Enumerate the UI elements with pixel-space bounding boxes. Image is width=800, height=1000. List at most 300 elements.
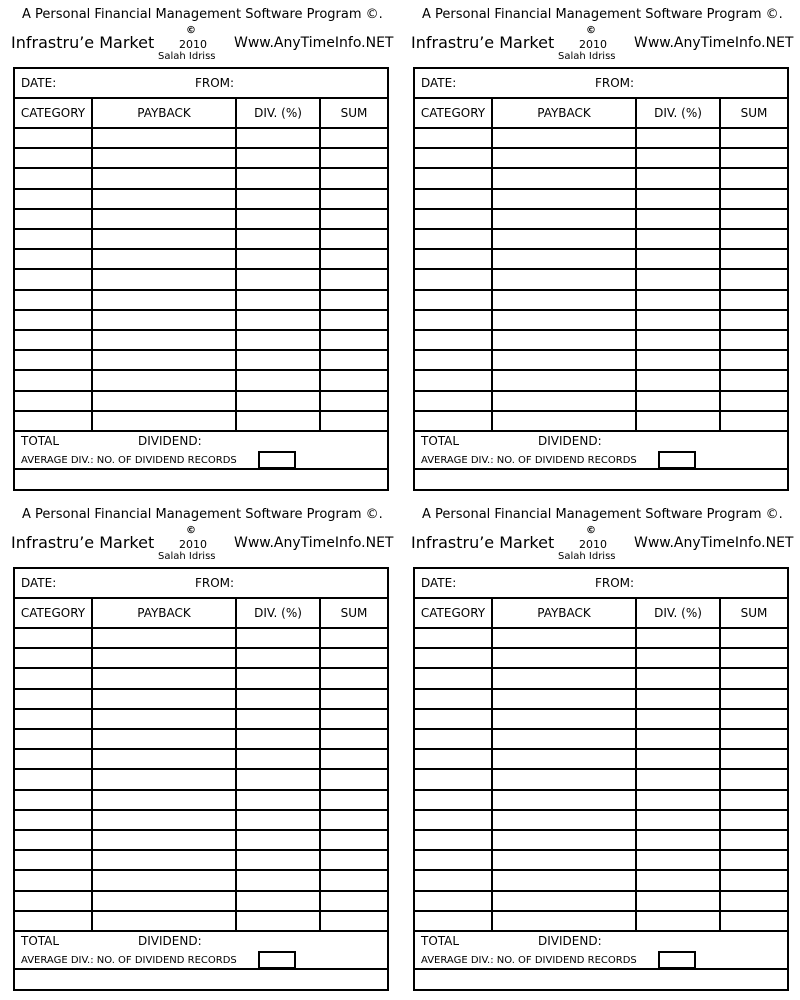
date-field[interactable] bbox=[460, 571, 590, 595]
entry-cell[interactable] bbox=[495, 770, 633, 787]
entry-cell[interactable] bbox=[417, 851, 489, 868]
entry-cell[interactable] bbox=[723, 331, 785, 348]
entry-cell[interactable] bbox=[95, 690, 233, 707]
div-percent-header: DIV. (%) bbox=[654, 106, 702, 120]
entry-cell[interactable] bbox=[323, 149, 385, 166]
entry-cell[interactable] bbox=[417, 190, 489, 207]
entry-cell[interactable] bbox=[495, 892, 633, 909]
entry-cell[interactable] bbox=[323, 629, 385, 646]
entry-cell[interactable] bbox=[323, 770, 385, 787]
entry-cell[interactable] bbox=[239, 230, 317, 247]
entry-cell[interactable] bbox=[323, 871, 385, 888]
dividend-records-count-box[interactable] bbox=[258, 951, 296, 969]
entry-cell[interactable] bbox=[239, 169, 317, 186]
entry-cell[interactable] bbox=[495, 250, 633, 267]
dividend-label: DIVIDEND: bbox=[538, 934, 602, 948]
author-name: Salah Idriss bbox=[158, 51, 216, 62]
entry-cell[interactable] bbox=[17, 331, 89, 348]
entry-cell[interactable] bbox=[723, 730, 785, 747]
website-link[interactable]: Www.AnyTimeInfo.NET bbox=[234, 535, 394, 551]
entry-cell[interactable] bbox=[417, 730, 489, 747]
entry-cell[interactable] bbox=[323, 270, 385, 287]
entry-cell[interactable] bbox=[723, 129, 785, 146]
form-sheet bbox=[400, 0, 800, 500]
entry-cell[interactable] bbox=[239, 770, 317, 787]
entry-cell[interactable] bbox=[239, 311, 317, 328]
entry-cell[interactable] bbox=[417, 371, 489, 388]
entry-cell[interactable] bbox=[417, 892, 489, 909]
entry-cell[interactable] bbox=[323, 791, 385, 808]
entry-cell[interactable] bbox=[95, 392, 233, 409]
column-divider bbox=[719, 97, 721, 430]
entry-cell[interactable] bbox=[17, 190, 89, 207]
entry-cell[interactable] bbox=[495, 331, 633, 348]
entry-cell[interactable] bbox=[95, 669, 233, 686]
entry-cell[interactable] bbox=[639, 710, 717, 727]
entry-cell[interactable] bbox=[323, 250, 385, 267]
column-divider bbox=[719, 597, 721, 930]
entry-cell[interactable] bbox=[495, 351, 633, 368]
entry-cell[interactable] bbox=[639, 649, 717, 666]
copyright-mark: © bbox=[186, 25, 196, 36]
entry-cell[interactable] bbox=[639, 412, 717, 429]
entry-cell[interactable] bbox=[95, 730, 233, 747]
column-divider bbox=[635, 597, 637, 930]
entry-cell[interactable] bbox=[723, 270, 785, 287]
dividend-records-count-box[interactable] bbox=[258, 451, 296, 469]
entry-cell[interactable] bbox=[95, 871, 233, 888]
div-percent-header: DIV. (%) bbox=[654, 606, 702, 620]
entry-cell[interactable] bbox=[17, 669, 89, 686]
entry-cell[interactable] bbox=[639, 291, 717, 308]
entry-cell[interactable] bbox=[495, 230, 633, 247]
entry-cell[interactable] bbox=[239, 392, 317, 409]
dividend-form-table bbox=[413, 67, 789, 491]
bottom-notes-field[interactable] bbox=[17, 972, 385, 987]
entry-cell[interactable] bbox=[95, 210, 233, 227]
entry-cell[interactable] bbox=[95, 831, 233, 848]
entry-cell[interactable] bbox=[495, 791, 633, 808]
entry-cell[interactable] bbox=[417, 291, 489, 308]
entry-cell[interactable] bbox=[239, 412, 317, 429]
year-text: 2010 bbox=[179, 538, 207, 551]
entry-cell[interactable] bbox=[323, 912, 385, 929]
entry-cell[interactable] bbox=[323, 311, 385, 328]
entry-cell[interactable] bbox=[723, 710, 785, 727]
entry-cell[interactable] bbox=[323, 351, 385, 368]
entry-cell[interactable] bbox=[723, 871, 785, 888]
dividend-label: DIVIDEND: bbox=[538, 434, 602, 448]
entry-cell[interactable] bbox=[239, 149, 317, 166]
entry-cell[interactable] bbox=[95, 649, 233, 666]
entry-cell[interactable] bbox=[95, 851, 233, 868]
entry-cell[interactable] bbox=[417, 149, 489, 166]
entry-cell[interactable] bbox=[417, 750, 489, 767]
entry-cell[interactable] bbox=[95, 250, 233, 267]
entry-cell[interactable] bbox=[17, 831, 89, 848]
entry-cell[interactable] bbox=[17, 270, 89, 287]
entry-cell[interactable] bbox=[95, 710, 233, 727]
entry-cell[interactable] bbox=[239, 669, 317, 686]
entry-cell[interactable] bbox=[417, 270, 489, 287]
entry-cell[interactable] bbox=[639, 129, 717, 146]
entry-cell[interactable] bbox=[323, 210, 385, 227]
entry-cell[interactable] bbox=[239, 710, 317, 727]
entry-cell[interactable] bbox=[17, 250, 89, 267]
entry-cell[interactable] bbox=[639, 270, 717, 287]
form-sheet bbox=[400, 500, 800, 1000]
entry-cell[interactable] bbox=[239, 831, 317, 848]
entry-cell[interactable] bbox=[323, 129, 385, 146]
entry-cell[interactable] bbox=[639, 912, 717, 929]
dividend-records-count-box[interactable] bbox=[658, 951, 696, 969]
entry-cell[interactable] bbox=[495, 412, 633, 429]
entry-cell[interactable] bbox=[495, 629, 633, 646]
entry-cell[interactable] bbox=[95, 230, 233, 247]
entry-cell[interactable] bbox=[323, 169, 385, 186]
entry-cell[interactable] bbox=[239, 730, 317, 747]
entry-cell[interactable] bbox=[495, 871, 633, 888]
entry-cell[interactable] bbox=[417, 629, 489, 646]
entry-cell[interactable] bbox=[417, 351, 489, 368]
entry-cell[interactable] bbox=[17, 871, 89, 888]
entry-cell[interactable] bbox=[639, 690, 717, 707]
entry-cell[interactable] bbox=[239, 270, 317, 287]
entry-cell[interactable] bbox=[17, 129, 89, 146]
from-label: FROM: bbox=[595, 576, 635, 590]
market-name: Infrastru’e Market bbox=[11, 33, 155, 52]
entry-cell[interactable] bbox=[17, 149, 89, 166]
website-link[interactable]: Www.AnyTimeInfo.NET bbox=[634, 35, 794, 51]
entry-cell[interactable] bbox=[417, 649, 489, 666]
entry-cell[interactable] bbox=[639, 629, 717, 646]
date-label: DATE: bbox=[421, 576, 457, 590]
entry-cell[interactable] bbox=[639, 230, 717, 247]
entry-cell[interactable] bbox=[417, 710, 489, 727]
entry-cell[interactable] bbox=[239, 371, 317, 388]
entry-cell[interactable] bbox=[323, 831, 385, 848]
entry-cell[interactable] bbox=[723, 371, 785, 388]
entry-cell[interactable] bbox=[239, 291, 317, 308]
entry-cell[interactable] bbox=[417, 210, 489, 227]
copyright-mark: © bbox=[186, 525, 196, 536]
total-label: TOTAL bbox=[421, 934, 460, 948]
entry-cell[interactable] bbox=[639, 770, 717, 787]
entry-cell[interactable] bbox=[239, 690, 317, 707]
column-divider bbox=[491, 97, 493, 430]
entry-cell[interactable] bbox=[495, 710, 633, 727]
entry-cell[interactable] bbox=[239, 750, 317, 767]
dividend-form-table bbox=[13, 567, 389, 991]
entry-cell[interactable] bbox=[17, 851, 89, 868]
entry-cell[interactable] bbox=[323, 811, 385, 828]
date-field[interactable] bbox=[460, 71, 590, 95]
total-label: TOTAL bbox=[21, 934, 60, 948]
entry-cell[interactable] bbox=[639, 190, 717, 207]
entry-cell[interactable] bbox=[239, 811, 317, 828]
entry-cell[interactable] bbox=[639, 669, 717, 686]
entry-cell[interactable] bbox=[723, 250, 785, 267]
entry-cell[interactable] bbox=[17, 912, 89, 929]
year-text: 2010 bbox=[579, 38, 607, 51]
entry-cell[interactable] bbox=[417, 331, 489, 348]
entry-cell[interactable] bbox=[95, 912, 233, 929]
row-divider bbox=[415, 968, 787, 970]
entry-cell[interactable] bbox=[239, 629, 317, 646]
entry-cell[interactable] bbox=[95, 311, 233, 328]
entry-cell[interactable] bbox=[495, 190, 633, 207]
entry-cell[interactable] bbox=[417, 392, 489, 409]
entry-cell[interactable] bbox=[723, 892, 785, 909]
entry-cell[interactable] bbox=[95, 129, 233, 146]
entry-cell[interactable] bbox=[95, 270, 233, 287]
entry-cell[interactable] bbox=[95, 190, 233, 207]
entry-cell[interactable] bbox=[495, 811, 633, 828]
entry-cell[interactable] bbox=[723, 210, 785, 227]
entry-cell[interactable] bbox=[495, 831, 633, 848]
entry-cell[interactable] bbox=[17, 750, 89, 767]
bottom-notes-field[interactable] bbox=[417, 972, 785, 987]
entry-cell[interactable] bbox=[639, 169, 717, 186]
entry-cell[interactable] bbox=[239, 129, 317, 146]
entry-cell[interactable] bbox=[417, 669, 489, 686]
entry-cell[interactable] bbox=[723, 750, 785, 767]
entry-cell[interactable] bbox=[723, 649, 785, 666]
entry-cell[interactable] bbox=[495, 690, 633, 707]
market-name: Infrastru’e Market bbox=[411, 33, 555, 52]
entry-cell[interactable] bbox=[239, 649, 317, 666]
entry-cell[interactable] bbox=[17, 371, 89, 388]
entry-cell[interactable] bbox=[639, 730, 717, 747]
date-field[interactable] bbox=[60, 71, 190, 95]
entry-cell[interactable] bbox=[639, 892, 717, 909]
entry-cell[interactable] bbox=[495, 149, 633, 166]
entry-cell[interactable] bbox=[639, 831, 717, 848]
average-div-label: AVERAGE DIV.: NO. OF DIVIDEND RECORDS bbox=[421, 955, 637, 966]
entry-cell[interactable] bbox=[95, 149, 233, 166]
website-link[interactable]: Www.AnyTimeInfo.NET bbox=[634, 535, 794, 551]
entry-cell[interactable] bbox=[495, 392, 633, 409]
entry-cell[interactable] bbox=[239, 791, 317, 808]
entry-cell[interactable] bbox=[17, 690, 89, 707]
entry-cell[interactable] bbox=[17, 710, 89, 727]
entry-cell[interactable] bbox=[17, 770, 89, 787]
entry-cell[interactable] bbox=[95, 412, 233, 429]
entry-cell[interactable] bbox=[95, 331, 233, 348]
entry-cell[interactable] bbox=[323, 190, 385, 207]
entry-cell[interactable] bbox=[639, 392, 717, 409]
entry-cell[interactable] bbox=[639, 331, 717, 348]
entry-cell[interactable] bbox=[723, 831, 785, 848]
tagline-text: A Personal Financial Management Software Program ©. bbox=[22, 507, 383, 522]
entry-cell[interactable] bbox=[495, 669, 633, 686]
entry-cell[interactable] bbox=[495, 169, 633, 186]
entry-cell[interactable] bbox=[17, 412, 89, 429]
entry-cell[interactable] bbox=[639, 811, 717, 828]
entry-cell[interactable] bbox=[239, 851, 317, 868]
entry-cell[interactable] bbox=[95, 892, 233, 909]
bottom-notes-field[interactable] bbox=[417, 472, 785, 487]
entry-cell[interactable] bbox=[639, 210, 717, 227]
entry-cell[interactable] bbox=[95, 770, 233, 787]
entry-cell[interactable] bbox=[323, 649, 385, 666]
entry-cell[interactable] bbox=[239, 892, 317, 909]
from-field[interactable] bbox=[637, 71, 785, 95]
entry-cell[interactable] bbox=[495, 311, 633, 328]
entry-cell[interactable] bbox=[95, 629, 233, 646]
entry-cell[interactable] bbox=[323, 331, 385, 348]
entry-cell[interactable] bbox=[723, 690, 785, 707]
dividend-records-count-box[interactable] bbox=[658, 451, 696, 469]
entry-cell[interactable] bbox=[239, 331, 317, 348]
entry-cell[interactable] bbox=[17, 730, 89, 747]
entry-cell[interactable] bbox=[639, 750, 717, 767]
entry-cell[interactable] bbox=[95, 169, 233, 186]
tagline-text: A Personal Financial Management Software Program ©. bbox=[22, 7, 383, 22]
entry-cell[interactable] bbox=[723, 149, 785, 166]
entry-cell[interactable] bbox=[495, 750, 633, 767]
entry-cell[interactable] bbox=[17, 791, 89, 808]
entry-cell[interactable] bbox=[323, 669, 385, 686]
entry-cell[interactable] bbox=[639, 791, 717, 808]
entry-cell[interactable] bbox=[723, 291, 785, 308]
entry-cell[interactable] bbox=[639, 149, 717, 166]
average-div-label: AVERAGE DIV.: NO. OF DIVIDEND RECORDS bbox=[21, 955, 237, 966]
entry-cell[interactable] bbox=[495, 270, 633, 287]
entry-cell[interactable] bbox=[17, 311, 89, 328]
entry-cell[interactable] bbox=[17, 392, 89, 409]
entry-cell[interactable] bbox=[723, 169, 785, 186]
author-name: Salah Idriss bbox=[158, 551, 216, 562]
date-field[interactable] bbox=[60, 571, 190, 595]
entry-cell[interactable] bbox=[639, 351, 717, 368]
entry-cell[interactable] bbox=[417, 791, 489, 808]
entry-cell[interactable] bbox=[323, 892, 385, 909]
entry-cell[interactable] bbox=[417, 230, 489, 247]
entry-cell[interactable] bbox=[17, 649, 89, 666]
entry-cell[interactable] bbox=[723, 412, 785, 429]
entry-cell[interactable] bbox=[95, 791, 233, 808]
entry-cell[interactable] bbox=[417, 169, 489, 186]
entry-cell[interactable] bbox=[17, 169, 89, 186]
bottom-notes-field[interactable] bbox=[17, 472, 385, 487]
entry-cell[interactable] bbox=[495, 649, 633, 666]
entry-cell[interactable] bbox=[723, 311, 785, 328]
entry-cell[interactable] bbox=[323, 291, 385, 308]
author-name: Salah Idriss bbox=[558, 51, 616, 62]
entry-cell[interactable] bbox=[723, 392, 785, 409]
entry-cell[interactable] bbox=[639, 871, 717, 888]
from-field[interactable] bbox=[237, 71, 385, 95]
entry-cell[interactable] bbox=[495, 730, 633, 747]
entry-cell[interactable] bbox=[723, 629, 785, 646]
entry-cell[interactable] bbox=[17, 351, 89, 368]
entry-cell[interactable] bbox=[239, 871, 317, 888]
entry-cell[interactable] bbox=[323, 710, 385, 727]
entry-cell[interactable] bbox=[17, 291, 89, 308]
entry-cell[interactable] bbox=[495, 371, 633, 388]
row-divider bbox=[15, 597, 387, 599]
entry-cell[interactable] bbox=[495, 291, 633, 308]
entry-cell[interactable] bbox=[723, 912, 785, 929]
entry-cell[interactable] bbox=[95, 811, 233, 828]
entry-cell[interactable] bbox=[417, 831, 489, 848]
entry-cell[interactable] bbox=[239, 351, 317, 368]
entry-cell[interactable] bbox=[323, 690, 385, 707]
entry-cell[interactable] bbox=[417, 770, 489, 787]
div-percent-header: DIV. (%) bbox=[254, 606, 302, 620]
entry-cell[interactable] bbox=[17, 230, 89, 247]
entry-cell[interactable] bbox=[723, 190, 785, 207]
entry-cell[interactable] bbox=[417, 811, 489, 828]
entry-cell[interactable] bbox=[417, 129, 489, 146]
entry-cell[interactable] bbox=[323, 851, 385, 868]
entry-cell[interactable] bbox=[95, 351, 233, 368]
from-field[interactable] bbox=[637, 571, 785, 595]
entry-cell[interactable] bbox=[639, 250, 717, 267]
entry-cell[interactable] bbox=[495, 129, 633, 146]
entry-cell[interactable] bbox=[495, 851, 633, 868]
entry-cell[interactable] bbox=[95, 750, 233, 767]
entry-cell[interactable] bbox=[723, 230, 785, 247]
entry-cell[interactable] bbox=[323, 412, 385, 429]
payback-header: PAYBACK bbox=[137, 106, 191, 120]
entry-cell[interactable] bbox=[95, 371, 233, 388]
website-link[interactable]: Www.AnyTimeInfo.NET bbox=[234, 35, 394, 51]
average-div-label: AVERAGE DIV.: NO. OF DIVIDEND RECORDS bbox=[21, 455, 237, 466]
entry-cell[interactable] bbox=[723, 791, 785, 808]
entry-cell[interactable] bbox=[417, 311, 489, 328]
total-label: TOTAL bbox=[421, 434, 460, 448]
entry-cell[interactable] bbox=[639, 371, 717, 388]
entry-cell[interactable] bbox=[17, 892, 89, 909]
entry-cell[interactable] bbox=[723, 770, 785, 787]
entry-cell[interactable] bbox=[95, 291, 233, 308]
entry-cell[interactable] bbox=[639, 311, 717, 328]
entry-cell[interactable] bbox=[17, 210, 89, 227]
entry-cell[interactable] bbox=[323, 371, 385, 388]
entry-cell[interactable] bbox=[417, 412, 489, 429]
entry-cell[interactable] bbox=[417, 871, 489, 888]
entry-cell[interactable] bbox=[239, 210, 317, 227]
category-header: CATEGORY bbox=[20, 606, 86, 620]
entry-cell[interactable] bbox=[723, 851, 785, 868]
entry-cell[interactable] bbox=[723, 811, 785, 828]
entry-cell[interactable] bbox=[323, 392, 385, 409]
entry-cell[interactable] bbox=[239, 912, 317, 929]
entry-cell[interactable] bbox=[495, 210, 633, 227]
entry-cell[interactable] bbox=[417, 912, 489, 929]
entry-cell[interactable] bbox=[17, 811, 89, 828]
column-divider bbox=[491, 597, 493, 930]
entry-cell[interactable] bbox=[495, 912, 633, 929]
entry-cell[interactable] bbox=[417, 690, 489, 707]
column-divider bbox=[319, 597, 321, 930]
entry-cell[interactable] bbox=[239, 250, 317, 267]
entry-cell[interactable] bbox=[417, 250, 489, 267]
entry-cell[interactable] bbox=[239, 190, 317, 207]
row-divider bbox=[15, 430, 387, 432]
entry-cell[interactable] bbox=[723, 351, 785, 368]
entry-cell[interactable] bbox=[323, 750, 385, 767]
entry-cell[interactable] bbox=[323, 730, 385, 747]
entry-cell[interactable] bbox=[323, 230, 385, 247]
date-label: DATE: bbox=[21, 576, 57, 590]
entry-cell[interactable] bbox=[723, 669, 785, 686]
entry-cell[interactable] bbox=[639, 851, 717, 868]
from-field[interactable] bbox=[237, 571, 385, 595]
entry-cell[interactable] bbox=[17, 629, 89, 646]
